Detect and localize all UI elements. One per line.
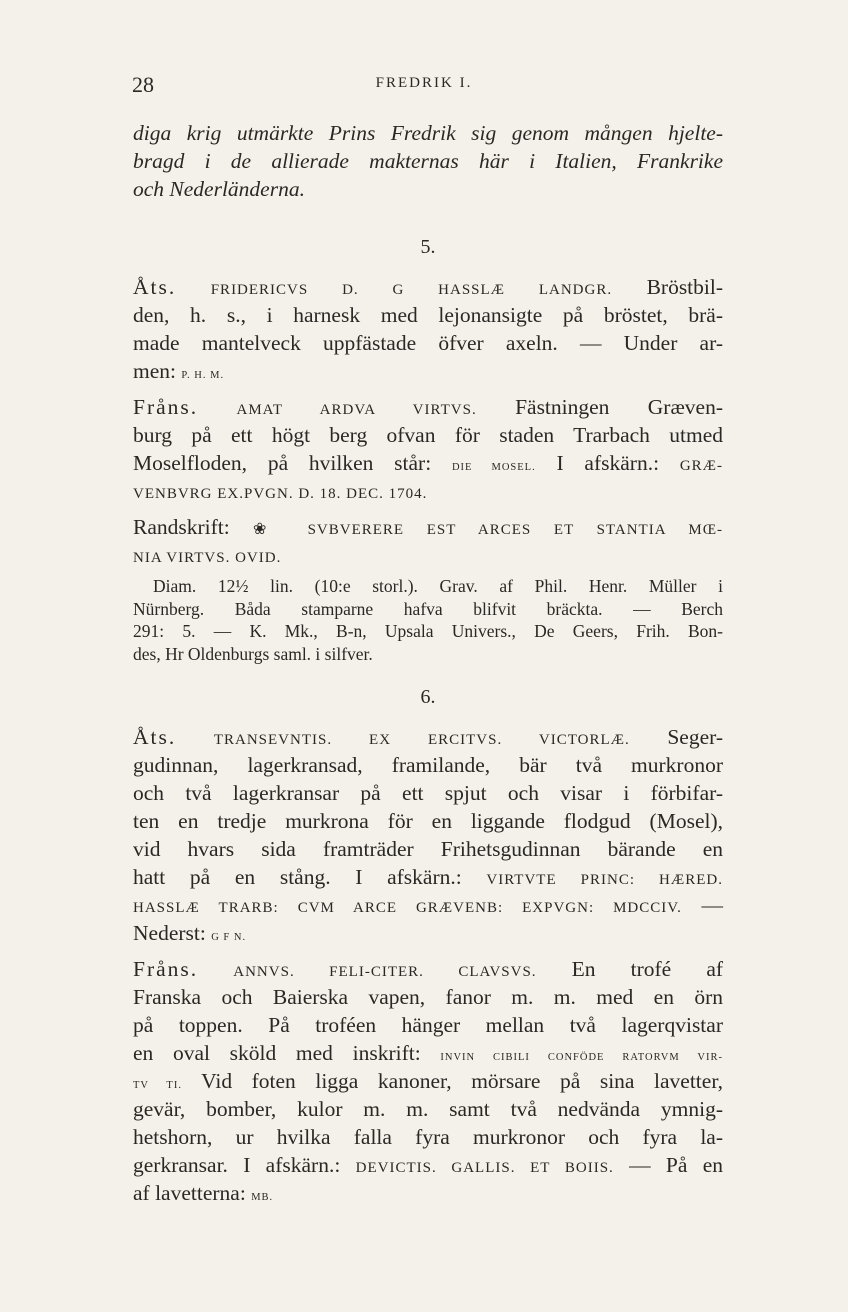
text-line: Nederst: G F N. bbox=[133, 921, 247, 945]
note-line: 291: 5. — K. Mk., B-n, Upsala Univers., De Geers, Frih. Bon- bbox=[133, 621, 723, 641]
section-5 bbox=[133, 233, 723, 665]
text-line: Moselfloden, på hvilken står: DIE MOSEL. I afskärn.: GRÆ- bbox=[133, 451, 723, 475]
note-line: des, Hr Oldenburgs saml. i silfver. bbox=[133, 643, 373, 664]
note-line: Diam. 12½ lin. (10:e storl.). Grav. af Phil. Henr. Müller i bbox=[153, 576, 723, 596]
section-number: 6. bbox=[420, 686, 436, 708]
text-line: VENBVRG EX.PVGN. D. 18. DEC. 1704. bbox=[133, 486, 428, 502]
text-line: ten en tredje murkrona för en liggande flodgud (Mosel), bbox=[133, 809, 723, 833]
text-line: den, h. s., i harnesk med lejonansigte på bröstet, brä- bbox=[133, 303, 723, 327]
text-line: vid hvars sida framträder Frihetsgudinnan bärande en bbox=[133, 837, 723, 861]
intro-line: diga krig utmärkte Prins Fredrik sig genom mången hjelte- bbox=[133, 121, 723, 145]
text-line: hatt på en stång. I afskärn.: VIRTVTE PRINC: HÆRED. bbox=[133, 865, 723, 889]
text-line: made mantelveck uppfästade öfver axeln. — Under ar- bbox=[133, 331, 723, 355]
text-line: Åts. FRIDERICVS D. G HASSLÆ LANDGR. Bröstbil- bbox=[133, 275, 724, 299]
text-line: Fråns. AMAT ARDVA VIRTVS. Fästningen Græven- bbox=[133, 395, 724, 419]
text-line: på toppen. På troféen hänger mellan två lagerqvistar bbox=[133, 1013, 723, 1037]
text-line: men: P. H. M. bbox=[133, 359, 225, 383]
text-line: Åts. TRANSEVNTIS. EX ERCITVS. VICTORLÆ. Seger- bbox=[133, 725, 723, 749]
text-line: gudinnan, lagerkransad, framilande, bär två murkronor bbox=[133, 753, 723, 777]
flower-ornament: ❀ bbox=[253, 521, 285, 538]
text-line: TV TI. Vid foten ligga kanoner, mörsare på sina lavetter, bbox=[133, 1069, 723, 1093]
section-number: 5. bbox=[420, 236, 436, 258]
running-head bbox=[0, 72, 848, 102]
text-line: NIA VIRTVS. OVID. bbox=[133, 550, 282, 566]
text-line: Franska och Baierska vapen, fanor m. m. med en örn bbox=[133, 985, 723, 1009]
section-6 bbox=[133, 683, 723, 1207]
text-line: af lavetterna: MB. bbox=[133, 1181, 274, 1205]
intro-line: bragd i de allierade makternas här i Italien, Frankrike bbox=[133, 149, 723, 173]
intro-paragraph bbox=[133, 119, 723, 203]
text-line: och två lagerkransar på ett spjut och visar i förbifar- bbox=[133, 781, 723, 805]
running-title: FREDRIK I. bbox=[375, 75, 473, 91]
description-note bbox=[133, 575, 723, 665]
text-line: HASSLÆ TRARB: CVM ARCE GRÆVENB: EXPVGN: MDCCIV. — bbox=[133, 893, 724, 917]
page-number: 28 bbox=[132, 72, 154, 97]
text-line: hetshorn, ur hvilka falla fyra murkronor och fyra la- bbox=[133, 1125, 723, 1149]
text-line: Fråns. ANNVS. FELI-CITER. CLAVSVS. En trofé af bbox=[133, 957, 724, 981]
text-line: Randskrift: ❀ SVBVERERE EST ARCES ET STANTIA MŒ- bbox=[133, 515, 724, 539]
text-line: gerkransar. I afskärn.: DEVICTIS. GALLIS. ET BOIIS. — På en bbox=[133, 1153, 724, 1177]
text-line: en oval sköld med inskrift: INVIN CIBILI CONFÖDE RATORVM VIR- bbox=[133, 1041, 723, 1065]
text-line: burg på ett högt berg ofvan för staden Trarbach utmed bbox=[133, 423, 723, 447]
note-line: Nürnberg. Båda stamparne hafva blifvit bräckta. — Berch bbox=[133, 598, 723, 619]
text-line: gevär, bomber, kulor m. m. samt två nedvända ymnig- bbox=[133, 1097, 723, 1121]
intro-line: och Nederländerna. bbox=[133, 177, 305, 201]
